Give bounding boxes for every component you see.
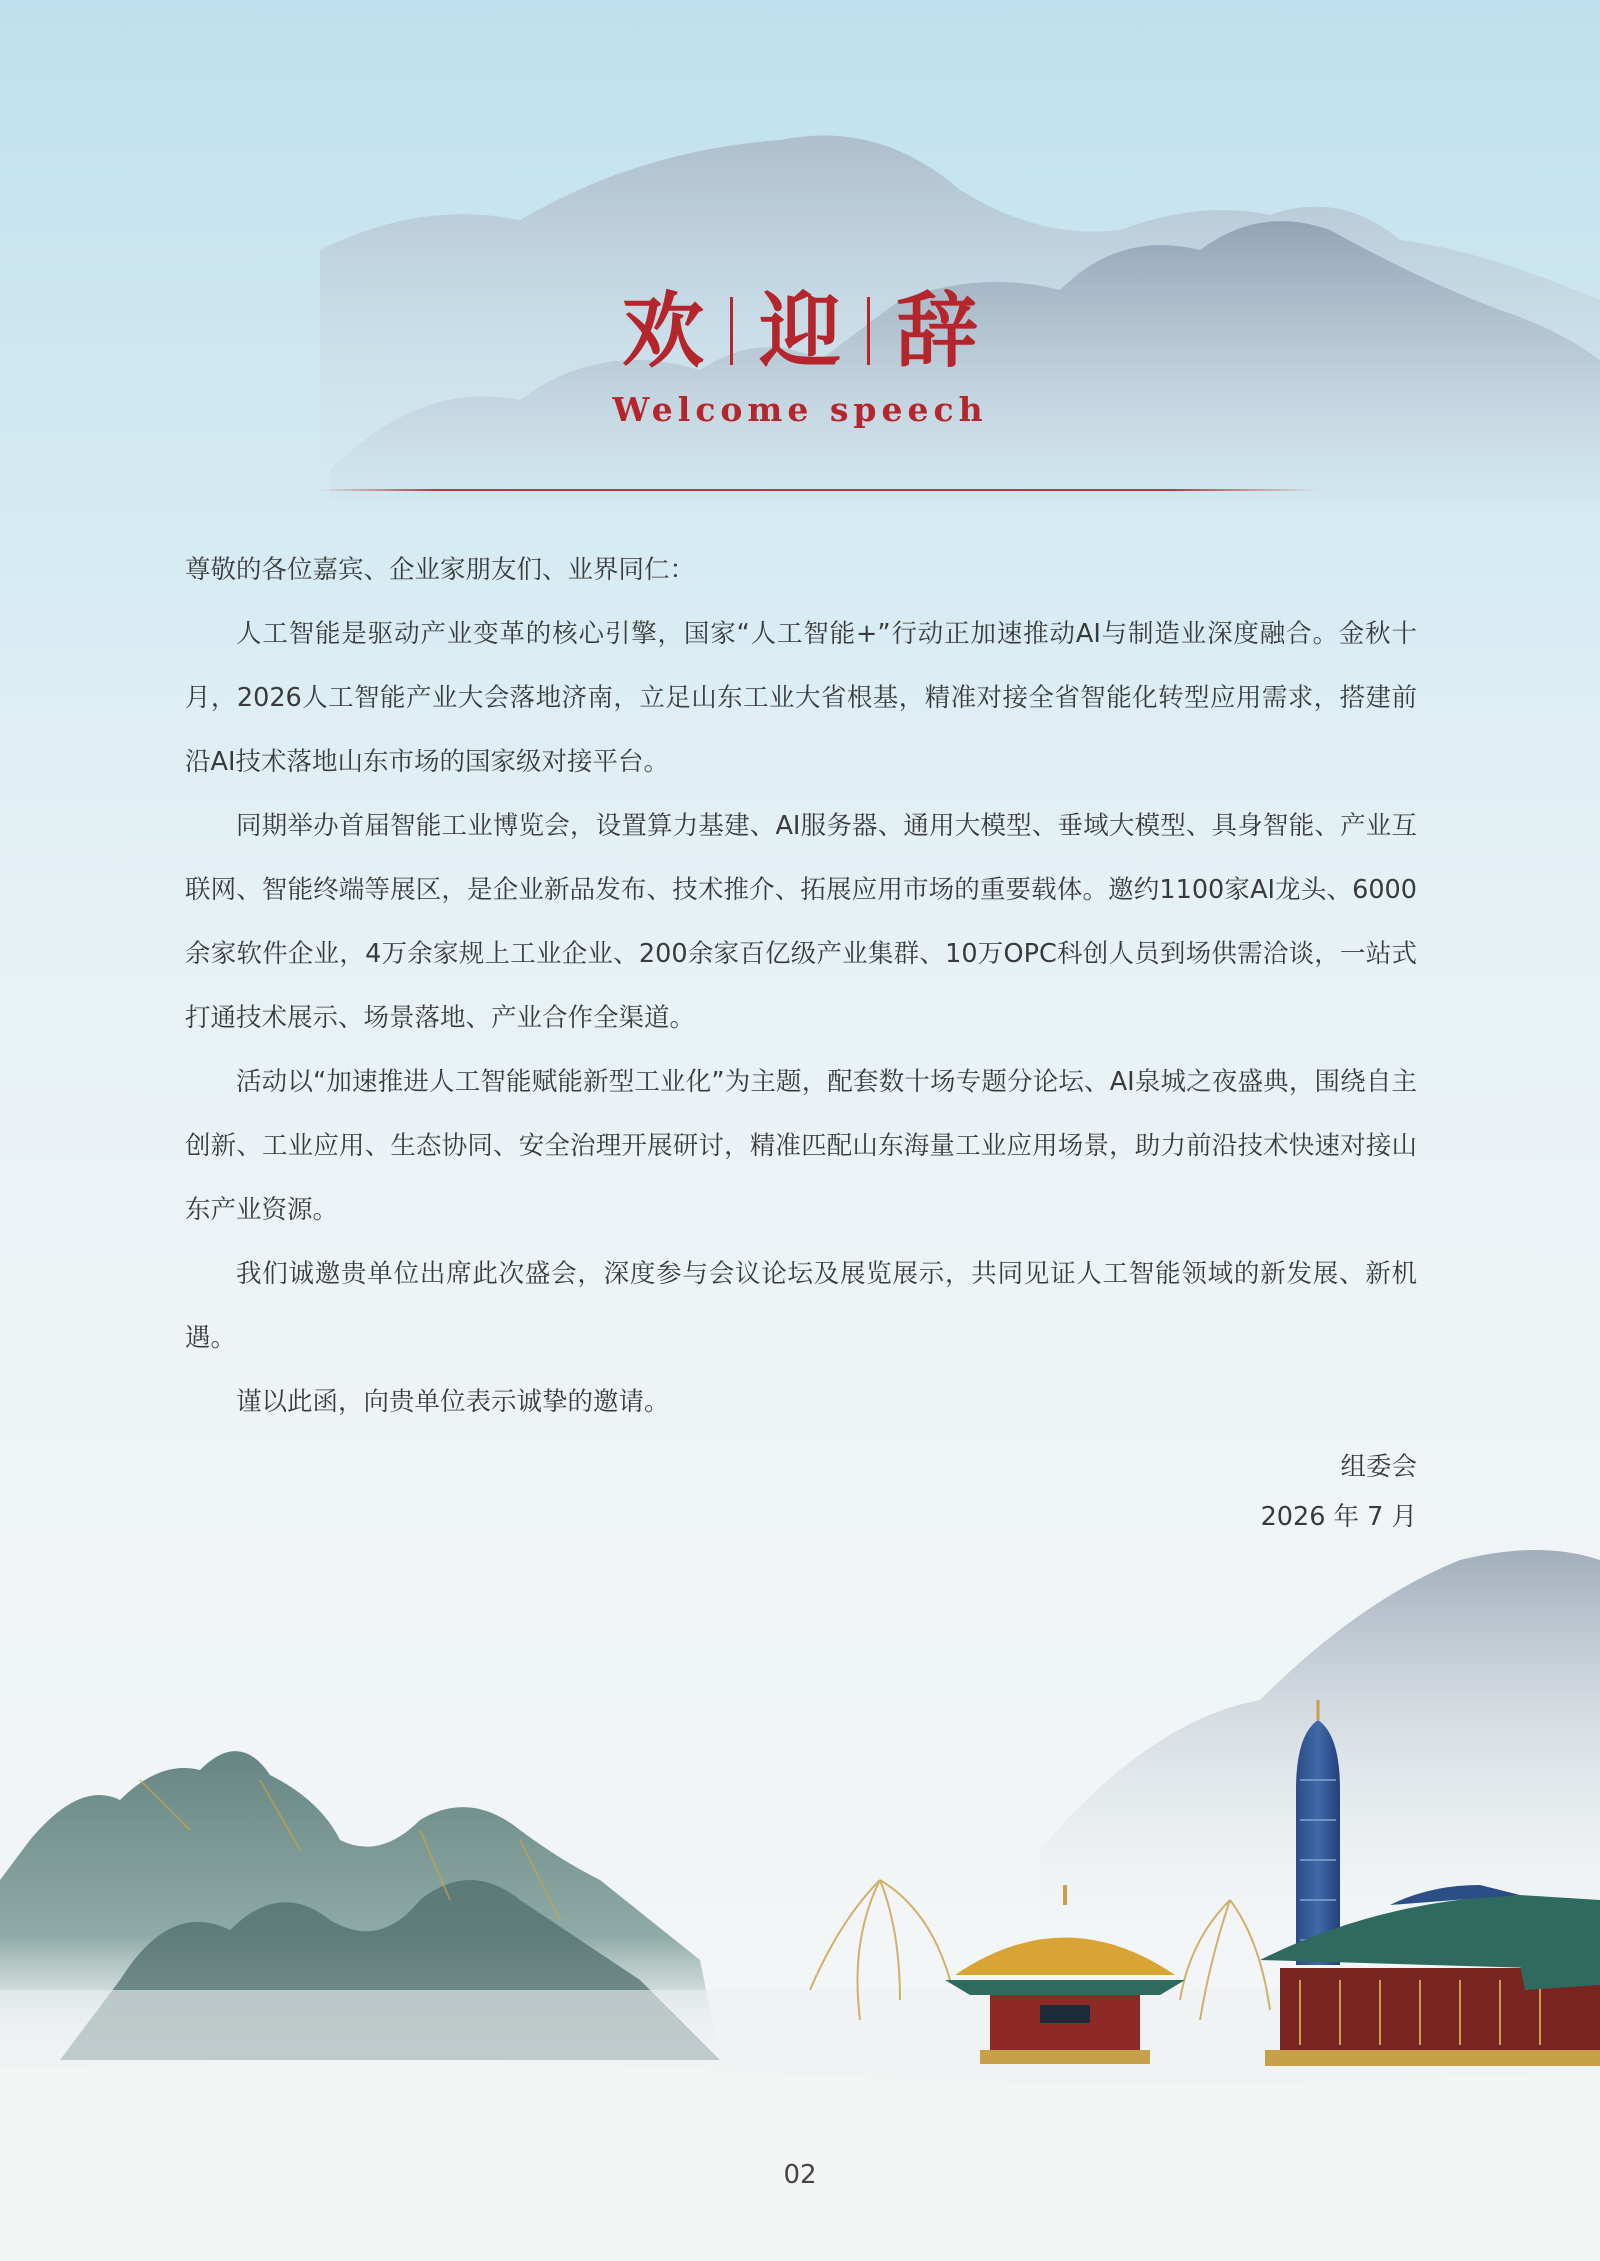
letter-date: 2026 年 7 月 xyxy=(1260,1502,1417,1532)
letter-body xyxy=(185,538,1417,1542)
paragraph: 人工智能是驱动产业变革的核心引擎，国家“人工智能+”行动正加速推动AI与制造业深度融合。金秋十月，2026人工智能产业大会落地济南，立足山东工业大省根基，精准对接全省智能化转型应用需求，搭建前沿AI技术落地山东市场的国家级对接平台。 xyxy=(185,619,1417,777)
paragraph: 我们诚邀贵单位出席此次盛会，深度参与会议论坛及展览展示，共同见证人工智能领域的新发展、新机遇。 xyxy=(185,1259,1417,1353)
paragraph: 谨以此函，向贵单位表示诚挚的邀请。 xyxy=(236,1387,670,1417)
paragraph: 活动以“加速推进人工智能赋能新型工业化”为主题，配套数十场专题分论坛、AI泉城之夜盛典，围绕自主创新、工业应用、生态协同、安全治理开展研讨，精准匹配山东海量工业应用场景，助力前沿技术快速对接山东产业资源。 xyxy=(185,1067,1417,1225)
title-char: 欢 xyxy=(621,283,704,379)
page-number: 02 xyxy=(783,2160,817,2190)
title-char: 迎 xyxy=(758,283,841,379)
title-separator xyxy=(730,297,733,365)
title-divider xyxy=(318,489,1318,491)
page-subtitle: Welcome speech xyxy=(612,390,988,429)
title-separator xyxy=(867,297,870,365)
title-block xyxy=(0,283,1600,429)
paragraph: 同期举办首届智能工业博览会，设置算力基建、AI服务器、通用大模型、垂域大模型、具身智能、产业互联网、智能终端等展区，是企业新品发布、技术推介、拓展应用市场的重要载体。邀约1100家AI龙头、6000余家软件企业，4万余家规上工业企业、200余家百亿级产业集群、10万OPC科创人员到场供需洽谈，一站式打通技术展示、场景落地、产业合作全渠道。 xyxy=(185,811,1417,1033)
page-title xyxy=(621,283,979,379)
salutation: 尊敬的各位嘉宾、企业家朋友们、业界同仁： xyxy=(185,555,696,585)
signature: 组委会 xyxy=(1340,1452,1417,1482)
title-char: 辞 xyxy=(896,283,979,379)
